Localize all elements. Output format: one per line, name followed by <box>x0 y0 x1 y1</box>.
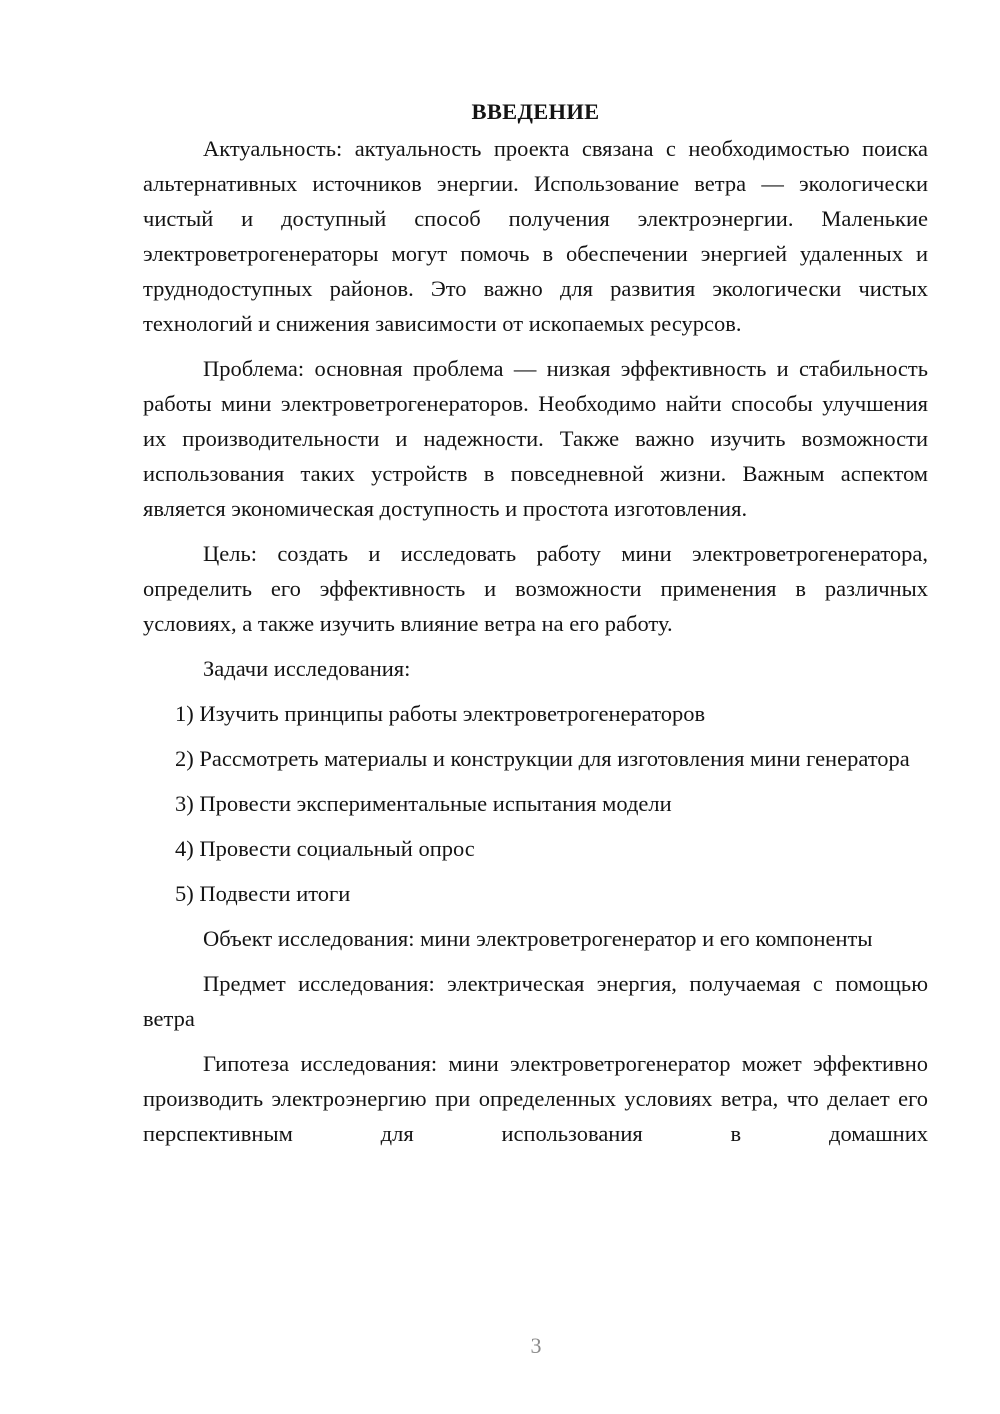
paragraph-object: Объект исследования: мини электроветрогенератор и его компоненты <box>203 926 873 951</box>
page-title: ВВЕДЕНИЕ <box>471 99 600 124</box>
task-item: 2) Рассмотреть материалы и конструкции для изготовления мини генератора <box>175 746 910 771</box>
task-item: 3) Провести экспериментальные испытания модели <box>175 791 672 816</box>
paragraph-goal: Цель: создать и исследовать работу мини электроветрогенератора, определить его эффективность и возможности применения в различных условиях, а также изучить влияние ветра на его работу. <box>143 541 928 636</box>
task-item: 5) Подвести итоги <box>175 881 351 906</box>
paragraph-relevance: Актуальность: актуальность проекта связана с необходимостью поиска альтернативных источников энергии. Использование ветра — экологически чистый и доступный способ получения электроэнергии. Маленькие электроветрогенераторы могут помочь в обеспечении энергией удаленных и труднодоступных районов. Это важно для развития экологически чистых технологий и снижения зависимости от ископаемых ресурсов. <box>143 136 928 336</box>
task-item: 4) Провести социальный опрос <box>175 836 475 861</box>
paragraph-subject: Предмет исследования: электрическая энергия, получаемая с помощью ветра <box>143 971 928 1031</box>
page-number: 3 <box>530 1333 542 1358</box>
paragraph-tasks-heading: Задачи исследования: <box>203 656 411 681</box>
paragraph-hypothesis: Гипотеза исследования: мини электроветрогенератор может эффективно производить электроэнергию при определенных условиях ветра, что делает его перспективным для использования в домашних <box>143 1051 928 1146</box>
paragraph-problem: Проблема: основная проблема — низкая эффективность и стабильность работы мини электроветрогенераторов. Необходимо найти способы улучшения их производительности и надежности. Также важно изучить возможности использования таких устройств в повседневной жизни. Важным аспектом является экономическая доступность и простота изготовления. <box>143 356 928 521</box>
task-item: 1) Изучить принципы работы электроветрогенераторов <box>175 701 706 726</box>
